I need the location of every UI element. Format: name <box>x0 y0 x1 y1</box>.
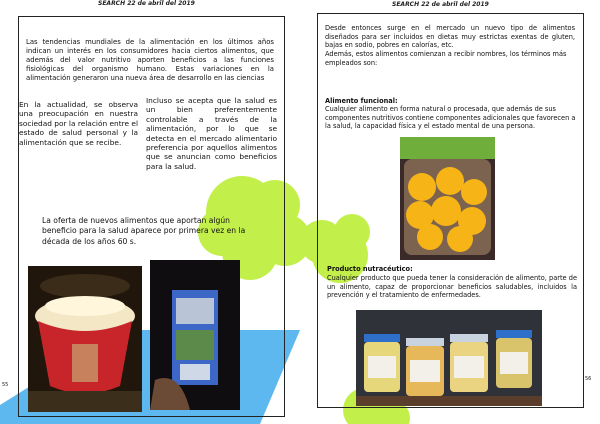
peaches-illustration <box>400 137 495 260</box>
left-page-number: 55 <box>2 382 9 388</box>
nutraceutico-heading: Producto nutracéutico: <box>327 265 413 273</box>
baby-food-jars-photo <box>356 310 542 406</box>
callout-paragraph: La oferta de nuevos alimentos que aportan algún beneficio para la salud aparece por primera vez en la década de los años 60 s. <box>42 216 246 246</box>
left-intro-paragraph: Las tendencias mundiales de la alimentación en los últimos años indican un interés en los consumidores hacia ciertos alimentos, que además del valor nutritivo aporten beneficios a las funciones fisiológicas del organismo humano. Estas variaciones en la alimentación generaron una nueva área de desarrollo en las ciencias <box>26 38 274 82</box>
right-intro2-paragraph: Además, estos alimentos comienzan a recibir nombres, los términos más empleados son: <box>325 50 567 67</box>
milk-carton-photo <box>150 260 240 410</box>
left-page-header: SEARCH 22 de abril del 2019 <box>98 0 195 7</box>
milk-carton-illustration <box>150 260 240 410</box>
right-column-paragraph: Incluso se acepta que la salud es un bien preferentemente controlable a través de la alimentación, por lo que se detecta en el mercado alimentario preferencia por aquellos alimentos que se anuncian como beneficios para la salud. <box>146 96 277 171</box>
funcional-definition: Cualquier alimento en forma natural o procesada, que además de sus componentes nutritivos contiene componentes adicionales que favorecen a la salud, la capacidad física y el estado mental de una persona. <box>325 105 576 131</box>
funcional-heading: Alimento funcional: <box>325 97 398 105</box>
nutraceutico-definition: Cualquier producto que pueda tener la consideración de alimento, parte de un alimento, capaz de proporcionar beneficios saludables, incluidos la prevención y el tratamiento de enfermedades. <box>327 274 577 300</box>
left-column-paragraph: En la actualidad, se observa una preocupación en nuestra sociedad por la relación entre el estado de salud personal y la alimentación que se recibe. <box>19 100 139 147</box>
ice-cream-cup-illustration <box>28 266 142 412</box>
baby-food-jars-illustration <box>356 310 542 406</box>
peaches-photo <box>400 137 495 260</box>
right-page-number: 56 <box>585 376 592 382</box>
ice-cream-cup-photo <box>28 266 142 412</box>
right-page-header: SEARCH 22 de abril del 2019 <box>392 1 489 8</box>
right-intro-paragraph: Desde entonces surge en el mercado un nuevo tipo de alimentos diseñados para ser incluidos en dietas muy estrictas exentas de gluten, bajas en sodio, pobres en calorías, etc. <box>325 24 575 50</box>
